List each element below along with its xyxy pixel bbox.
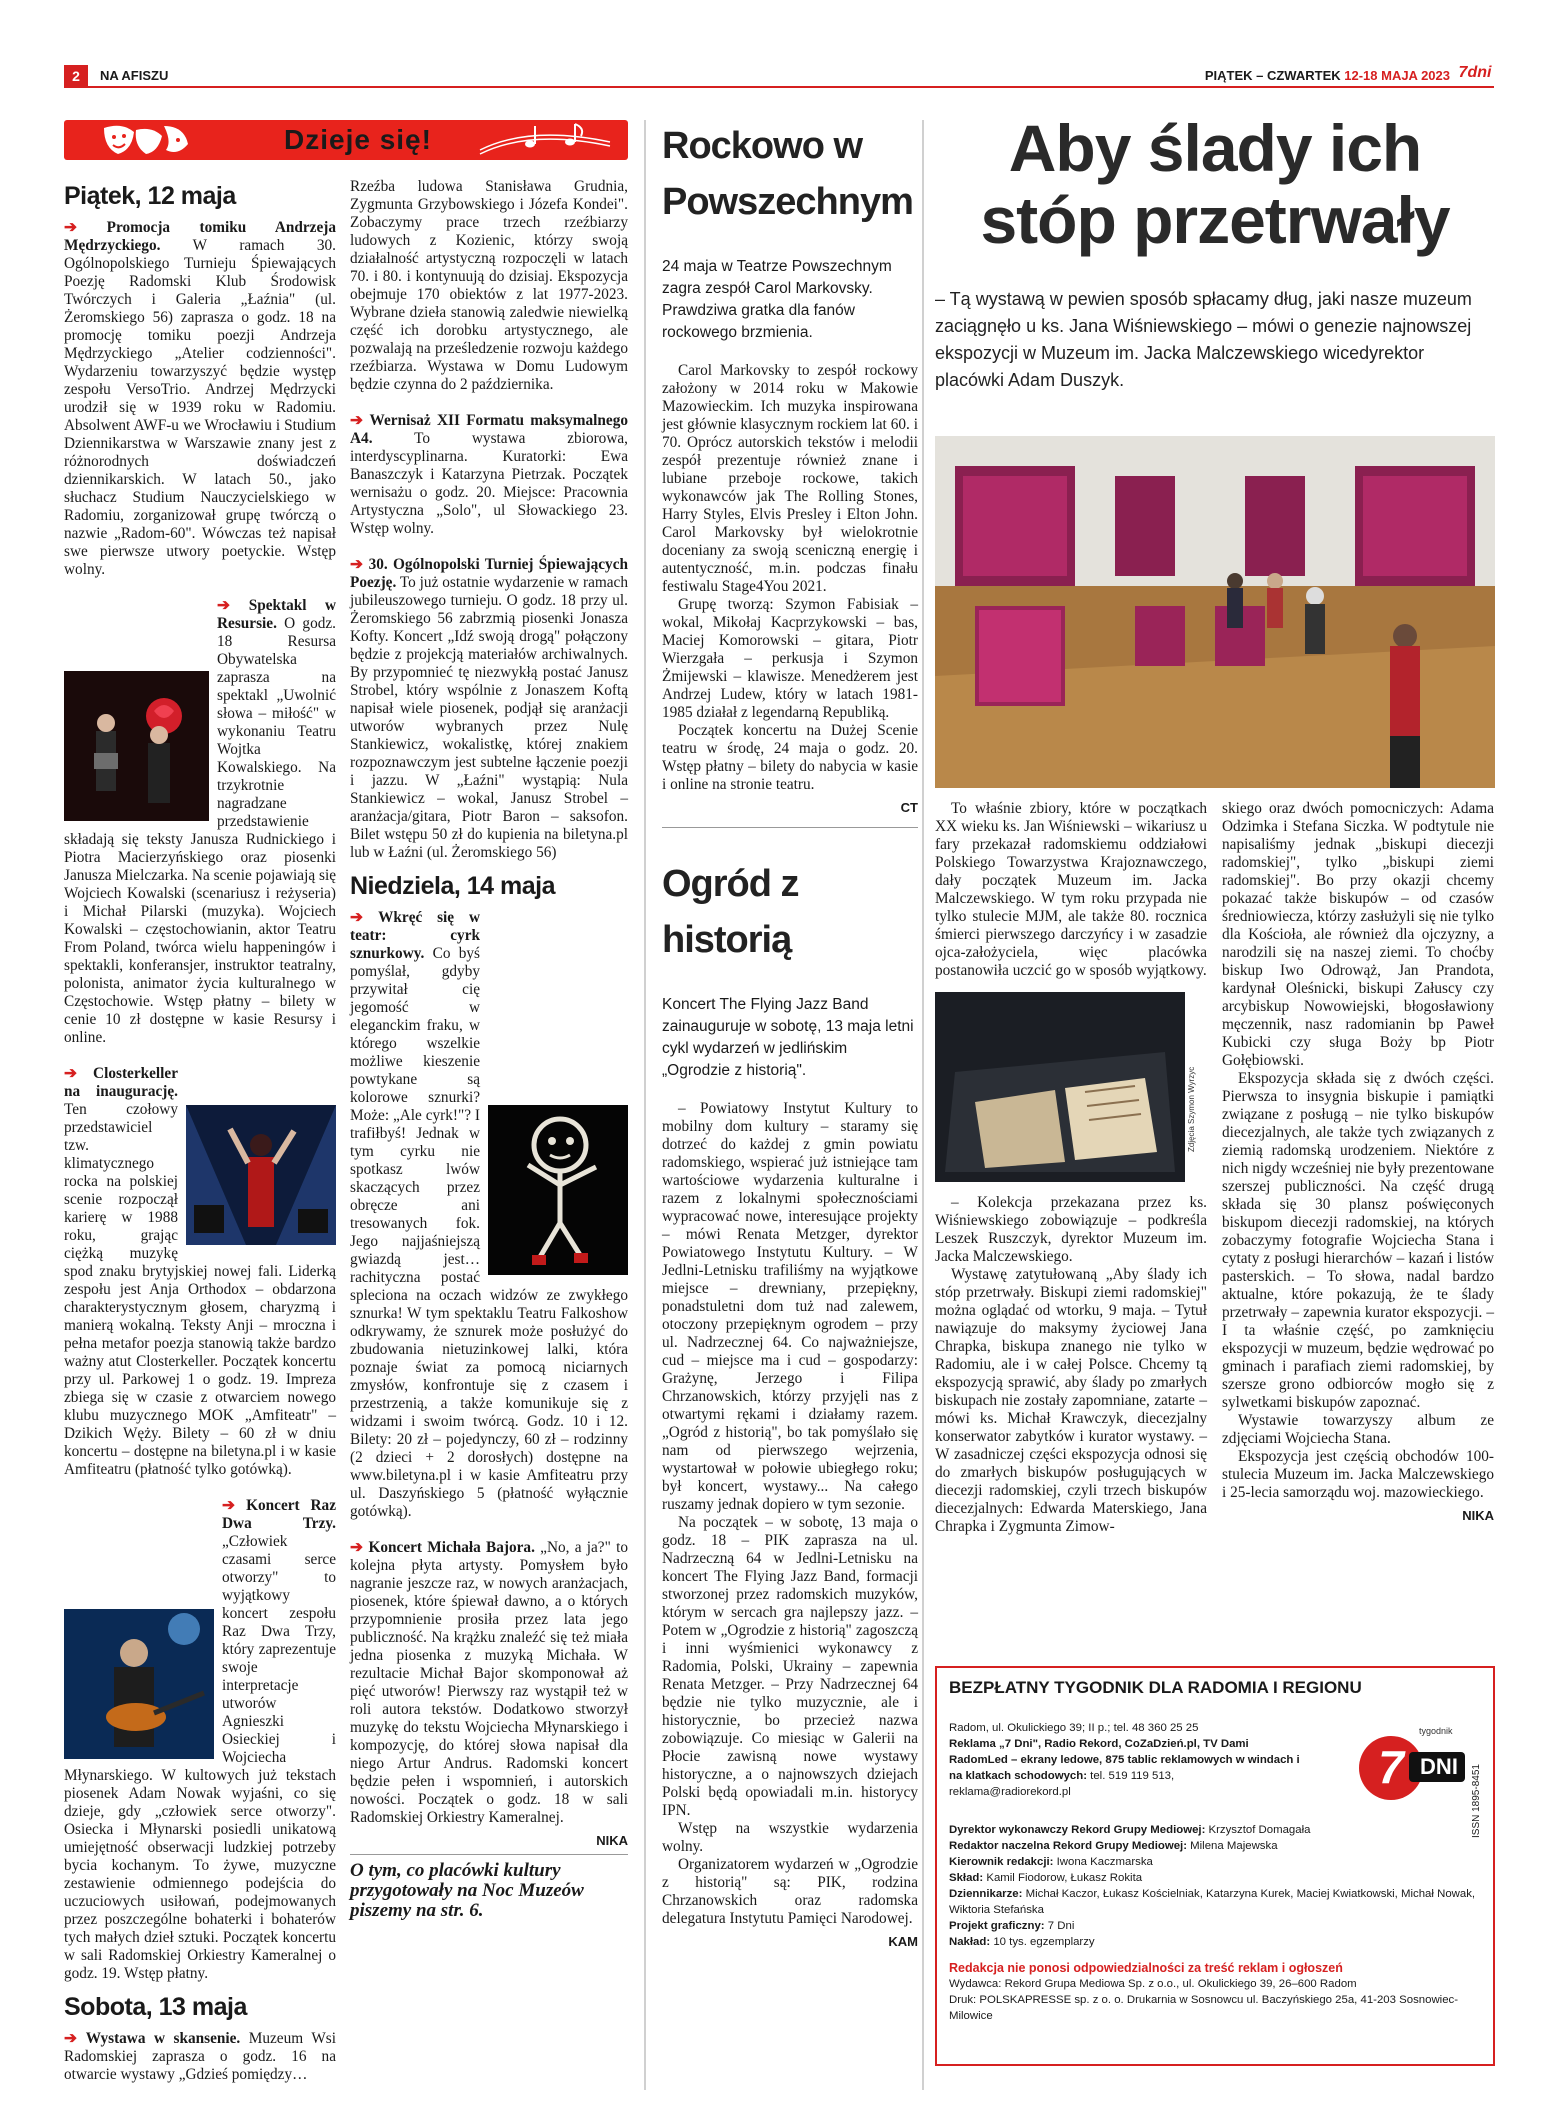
ogrod-para: Organizatorem wydarzeń w „Ogrodzie z historią" są: PIK, rodzina Chrzanowskich oraz radomska delegatura Instytutu Pamięci Narodowej. [662, 1856, 918, 1927]
dzieje-banner [64, 120, 628, 160]
author-signature: NIKA [1462, 1508, 1494, 1523]
museum-artifacts-image [935, 992, 1185, 1182]
music-notes-icon [470, 120, 620, 160]
day-header-saturday: Sobota, 13 maja [64, 1993, 247, 2021]
masthead-print: Druk: POLSKAPRESSE sp. z o. o. Drukarnia w Sosnowcu ul. Baczyńskiego 25a, 41-203 Sosnowiec-Milowice [949, 1994, 1459, 2022]
masthead-contact [949, 1720, 1309, 1800]
rockowo-headline: Rockowo w Powszechnym [662, 125, 913, 223]
rockowo-para: Grupę tworzą: Szymon Fabisiak – wokal, Mikołaj Kacprzykowski – bas, Maciej Komorowski – gitara, Piotr Wierzgała – perkusja i Szymon Żmijewski – klawisze. Menedżerem jest Andrzej Ludew, który w latach 1981-1985 działał z legendarną Republiką. [662, 596, 918, 721]
staff-line: Redaktor naczelna Rekord Grupy Mediowej: Milena Majewska [949, 1840, 1278, 1852]
arrow-icon: ➔ [64, 2030, 86, 2047]
main-para: Wystawę zatytułowaną „Aby ślady ich stóp przetrwały. Biskupi ziemi radomskiej" można oglądać od wtorku, 9 maja. – Tytuł nawiązuje do maksymy życiowej Jana Chrapka, biskupa znanego nie tylko w Radomiu, ale i w całej Polsce. Chcemy tą ekspozycją sprawić, aby ślady po zmarłych biskupach nie zostały zapomniane, zatarte – mówi ks. Michał Krawczyk, diecezjalny konserwator zabytków i kurator wystawy. – W zasadniczej części ekspozycja odnosi się do zmarłych biskupów posługujących w diecezji radomskiej, czyli trzech biskupów diecezjalnych: Edwarda Materskiego, Jana Chrapka i Zygmunta Zimow- [935, 1266, 1207, 1535]
page-header [64, 62, 1494, 88]
event-title: Closterkeller na inaugurację. [64, 1065, 178, 1100]
rockowo-deck: 24 maja w Teatrze Powszechnym zagra zespół Carol Markovsky. Prawdziwa gratka dla fanów rockowego brzmienia. [662, 258, 892, 341]
section-name: NA AFISZU [100, 68, 169, 83]
masthead-disclaimer: Redakcja nie ponosi odpowiedzialności za treść reklam i ogłoszeń [949, 1961, 1343, 1975]
event-bajor [350, 1539, 628, 1827]
page-number: 2 [64, 65, 88, 87]
events-column-2 [350, 178, 628, 1921]
staff-line: Nakład: 10 tys. egzemplarzy [949, 1936, 1095, 1948]
author-signature: NIKA [596, 1833, 628, 1848]
day-header-friday: Piątek, 12 maja [64, 182, 236, 210]
string-puppet-photo [488, 1105, 628, 1275]
stage-performers-image [64, 671, 209, 821]
noc-muzeow-promo: O tym, co placówki kultury przygotowały na Noc Muzeów piszemy na str. 6. [350, 1854, 628, 1921]
main-column-b [1222, 800, 1494, 1523]
main-column-a [935, 800, 1207, 1536]
event-text: „No, a ja?" to kolejna płyta artysty. Pomysłem było nagranie jeszcze raz, w nowych aranżacjach, piosenek, które śpiewał dawno, a o których przypomnienie prosiła przez lata jego publiczność. Na krążku znaleźć się też miała jedna piosenka z muzyką Michała. W rezultacie Michał Bajor skomponował aż pięć utworów! Pierwszy raz wystąpił też w roli autora tekstów. Dodatkowo stworzył muzykę do tekstu Wojciecha Młynarskiego i kompozycję, do której słowa napisał dla niego Artur Andrus. Radomski koncert będzie pełen i wspomnień, i autorskich nowości. Początek o godz. 18 w sali Radomskiej Orkiestry Kameralnej. [350, 1539, 628, 1826]
event-turniej [350, 556, 628, 862]
event-skansen-cont: Rzeźba ludowa Stanisława Grudnia, Zygmunta Grzybowskiego i Józefa Kondei". Zobaczymy prace trzech rzeźbiarzy ludowych z Kozienic, którzy swoją działalność artystyczną rozpoczęli w latach 70. i 80. i kontynuują do dzisiaj. Ekspozycja obejmuje 170 obiektów z lat 1977-2023. Wybrane dzieła stanowią zaledwie niewielką część ich dorobku artystycznego, ale pozwalają na prześledzenie rozwoju każdego rzeźbiarza. Wystawa w Domu Ludowym będzie czynna do 2 października. [350, 178, 628, 393]
event-text: Muzeum Wsi Radomskiej zaprasza o godz. 16 na otwarcie wystawy „Gdzieś pomiędzy… [64, 2030, 336, 2083]
main-para: To właśnie zbiory, które w początkach XX wieku ks. Jan Wiśniewski – wikariusz u fary przekazał radomskiemu oddziałowi Polskiego Towarzystwa Krajoznawczego, dały początek Muzeum im. Jacka Malczewskiego. W tym roku przypada nie tylko stulecie MJM, ale także 80. rocznica śmierci pierwszego darczyńcy i w zasadzie ojca-założyciela, więc placówka postanowiła uczcić go w sposób wyjątkowy. [935, 800, 1207, 979]
staff-line: Dyrektor wykonawczy Rekord Grupy Mediowej: Krzysztof Domagała [949, 1824, 1311, 1836]
ogrod-deck: Koncert The Flying Jazz Band zainauguruje w sobotę, 13 maja letni cykl wydarzeń w jedlińskim „Ogrodzie z historią". [662, 996, 914, 1079]
dzieje-title: Dzieje się! [284, 124, 432, 155]
guitarist-image [64, 1609, 214, 1759]
event-wernisaz [350, 412, 628, 538]
rockowo-para: Carol Markovsky to zespół rockowy założony w 2014 roku w Makowie Mazowieckim. Ich muzyka inspirowana jest głównie klasycznym rockiem lat 60. i 70. Oprócz autorskich tekstów i melodii zespół prezentuje również znane i lubiane przeboje rockowe, takich wykonawców jak The Rolling Stones, Harry Styles, Elvis Presley i Elton John. Carol Markovsky był wielokrotnie doceniany za swoją sceniczną energię i autentyczność, m.in. podczas finału festiwalu Stage4You 2021. [662, 362, 918, 595]
staff-line: Dziennikarze: Michał Kaczor, Łukasz Kościelniak, Katarzyna Kurek, Maciej Kwiatkowski, Michał Nowak, Wiktoria Stefańska [949, 1888, 1476, 1916]
event-title: Koncert Raz Dwa Trzy. [222, 1497, 336, 1532]
event-text: O godz. 18 Resursa Obywatelska zaprasza na spektakl „Uwolnić słowa – miłość" w wykonaniu Teatru Wojtka Kowalskiego. Na trzykrotnie nagradzane przedstawienie składają się teksty Janusza Rudnickiego i Piotra Macierzyńskiego oraz piosenki Janusza Mielczarka. Na scenie pojawiają się Wojciech Kowalski (scenariusz i reżyseria) i Michał Pilarski (muzyka). Wojciech Kowalski – częstochowianin, aktor Teatru From Poland, twórca wielu happeningów i spektakli, konferansjer, instruktor teatralny, polonista, animator życia kulturalnego w Częstochowie. Wstęp płatny – bilety w cenie 10 zł dostępne w kasie Resursy i online. [64, 615, 336, 1046]
issn-number: ISSN 1895-8451 [1471, 1764, 1482, 1838]
arrow-icon: ➔ [222, 1497, 247, 1514]
masthead-email: reklama@radiorekord.pl [949, 1786, 1071, 1798]
author-signature: CT [900, 800, 918, 815]
arrow-icon: ➔ [350, 412, 370, 429]
photo-credit: Zdjęcia Szymon Wyrzyc [1187, 1066, 1196, 1152]
arrow-icon: ➔ [217, 597, 249, 614]
date-prefix: PIĄTEK – CZWARTEK [1204, 68, 1345, 83]
header-logo: 7dni [1458, 64, 1492, 81]
staff-line: Skład: Kamil Fiodorow, Łukasz Rokita [949, 1872, 1143, 1884]
main-para: skiego oraz dwóch pomocniczych: Adama Odzimka i Stefana Siczka. W podtytule nie napisaliśmy jednak „biskupi diecezji radomskiej", tylko „biskupi ziemi radomskiej". Bo przy okazji chcemy pokazać także biskupów – od czasów średniowiecza, którzy zasłużyli się nie tylko dla Kościoła, ale również dla ojczyzny, a narodzili się na naszej ziemi. To choćby biskup Iwo Odrowąż, Jan Prandota, kardynał Oleśnicki, biskupi Załuscy czy arcybiskup Nowowiejski, błogosławiony męczennik, nasz radomianin bp Paweł Kubicki czy sługa Boży bp Piotr Gołębiowski. [1222, 800, 1494, 1069]
event-title: Promocja tomiku Andrzeja Mędrzyckiego. [64, 219, 336, 254]
date-range: 12-18 MAJA 2023 [1344, 68, 1450, 83]
events-column-1 [64, 172, 336, 2084]
main-para: – Kolekcja przekazana przez ks. Wiśniewskiego zobowiązuje – podkreśla Leszek Ruszczyk, dyrektor Muzeum im. Jacka Malczewskiego. [935, 1194, 1207, 1265]
masthead-ads: Reklama „7 Dni", Radio Rekord, CoZaDzień.pl, TV Dami RadomLed – ekrany ledowe, 875 tablic reklamowych w windach i na klatkach schodowych: [949, 1738, 1300, 1782]
event-title: Wkręć się w teatr: cyrk sznurkowy. [350, 909, 480, 962]
artifacts-photo [935, 992, 1196, 1182]
rock-concert-image [186, 1105, 336, 1245]
staff-line: Kierownik redakcji: Iwona Kaczmarska [949, 1856, 1153, 1868]
day-header-sunday: Niedziela, 14 maja [350, 872, 556, 900]
event-title: Koncert Michała Bajora. [368, 1539, 535, 1556]
ogrod-headline: Ogród z historią [662, 863, 799, 961]
event-text: „Człowiek czasami serce otworzy" to wyjątkowy koncert zespołu Raz Dwa Trzy, który zaprezentuje swoje interpretacje utworów Agnieszki Osieckiej i Wojciecha Młynarskiego. W kultowych już tekstach piosenek Adam Nowak wyjaśni, co się dzieje, gdy „człowiek serce otworzy". Osiecka i Młynarski posiedli unikatową umiejętność obserwacji ludzkiej potrzeby bycia kochanym. To żywe, muzyczne zestawienie odmiennego podejścia do uczuciowych usiłowań, podejmowanych przez poszczególne bohaterki i bohaterów tych małych dzieł sztuki. Początek koncertu w sali Radomskiej Orkiestry Kameralnej o godz. 19. Wstęp płatny. [64, 1533, 336, 1982]
main-para: Ekspozycja składa się z dwóch części. Pierwsza to insygnia biskupie i pamiątki związane z posługą – nie tylko biskupów diecezjalnych, ale także tych związanych z ziemią radomską urodzeniem. Niektóre z nich nigdy wcześniej nie były prezentowane szerszej publiczności. Na część drugą składa się 30 plansz poświęconych biskupom diecezji radomskiej, na których zobaczymy fotografie Wojciecha Stana i cytaty z posługi hierarchów – kazań i listów pasterskich. – To słowa, nadal bardzo aktualne, które pokazują, że te ślady przetrwały – zapewnia kurator ekspozycji. – I ta właśnie część, po zamknięciu ekspozycji w muzeum, będzie wędrować po gminach i parafiach ziemi radomskiej, by szersze grono odbiorców mogło się z sylwetkami biskupów zapoznać. [1222, 1070, 1494, 1411]
arrow-icon: ➔ [64, 1065, 94, 1082]
column-divider [922, 120, 924, 2090]
museum-exhibition-image [935, 436, 1495, 788]
closterkeller-photo [186, 1105, 336, 1245]
staff-line: Projekt graficzny: 7 Dni [949, 1920, 1075, 1932]
exhibition-photo [935, 436, 1495, 788]
theatre-masks-icon [84, 120, 224, 160]
ogrod-para: Wstęp na wszystkie wydarzenia wolny. [662, 1820, 918, 1855]
ogrod-para: Na początek – w sobotę, 13 maja o godz. 18 – PIK zaprasza na ul. Nadrzeczną 64 w Jedlni-Letnisku na koncert The Flying Jazz Band, formacji stworzonej przez radomskich muzyków, którym w sercach gra najlepszy jazz. – Potem w „Ogrodzie z historią" zagoszczą i inni wyśmienici wykonawcy z Radomia, Polski, Ukrainy – zapewnia Renata Metzger. – Przy Nadrzecznej 64 będzie nie tylko muzycznie, ale i historycznie, bo przecież nazwa zobowiązuje. Co miesiąc w Galerii na Płocie zawisną nowe wystawy historyczne, a o najnowszych dziejach Polski będą opowiadali m.in. historycy IPN. [662, 1514, 918, 1819]
main-deck: – Tą wystawą w pewien sposób spłacamy dług, jaki nasze muzeum zaciągnęło u ks. Jana Wiśniewskiego – mówi o genezie najnowszej ekspozycji w Muzeum im. Jacka Malczewskiego wicedyrektor placówki Adam Duszyk. [935, 289, 1472, 390]
raz-dwa-trzy-photo [64, 1609, 214, 1759]
masthead-title: BEZPŁATNY TYGODNIK DLA RADOMIA I REGIONU [949, 1678, 1362, 1697]
masthead-address: Radom, ul. Okulickiego 39; II p.; tel. 48 360 25 25 [949, 1722, 1199, 1734]
event-text: W ramach 30. Ogólnopolskiego Turnieju Śpiewających Poezję Radomski Klub Środowisk Twórczych i Galeria „Łaźnia" (ul. Żeromskiego 56) zaprasza o godz. 18 na promocję tomiku poezji Andrzeja Mędrzyckiego „Atelier codzienności". Wydarzeniu towarzyszyć będzie występ zespołu VersoTrio. Andrzej Mędrzycki urodził się w 1939 roku w Radomiu. Absolwent AWF-u we Wrocławiu i Studium Dziennikarstwa w Warszawie znany jest z różnorodnych doświadczeń dziennikarskich. W latach 50., jako słuchacz Studium Nauczycielskiego w Radomiu, zorganizował grupę twórczą o nazwie „Radom-60". Wówczas też napisał swe pierwsze utwory poetyckie. Wstęp wolny. [64, 237, 336, 578]
masthead-staff [949, 1822, 1481, 1950]
logo-text: DNI [1420, 1754, 1458, 1779]
arrow-icon: ➔ [350, 909, 379, 926]
arrow-icon: ➔ [64, 219, 107, 236]
masthead-publisher: Wydawca: Rekord Grupa Mediowa Sp. z o.o., ul. Okulickiego 39, 26–600 Radom [949, 1978, 1357, 1990]
main-para: Ekspozycja jest częścią obchodów 100-stulecia Muzeum im. Jacka Malczewskiego i 25-lecia samorządu woj. mazowieckiego. [1222, 1448, 1494, 1501]
masthead-box [935, 1666, 1495, 2066]
event-title: Wernisaż XII Formatu maksymalnego A4. [350, 412, 628, 447]
author-signature: KAM [888, 1934, 918, 1949]
event-promocja [64, 219, 336, 579]
puppet-image [488, 1105, 628, 1275]
event-spektakl [64, 597, 336, 1047]
logo-number: 7 [1378, 1741, 1404, 1793]
arrow-icon: ➔ [350, 556, 369, 573]
event-title: Spektakl w Resursie. [217, 597, 336, 632]
event-skansen [64, 2030, 336, 2084]
issue-date [1205, 68, 1450, 83]
logo-tagline: tygodnik [1419, 1726, 1453, 1736]
articles-column-3 [662, 118, 918, 1949]
main-headline: Aby ślady ich stóp przetrwały [980, 111, 1450, 257]
event-text: To już ostatnie wydarzenie w ramach jubileuszowego turnieju. O godz. 18 przy ul. Żeromskiego 56 zabrzmią piosenki Jonasza Kofty. Koncert „Idź swoją drogą" połączony będzie z projekcją materiałów archiwalnych. By przypomnieć tę niezwykłą postać Janusz Strobel, który wspólnie z Jonaszem Koftą napisał wiele piosenek, podjął się aranżacji utworów wybranych przez Nulę Stankiewicz, wokalistkę, której znakiem rozpoznawczym jest subtelne łączenie poezji i jazzu. W „Łaźni" wystąpią: Nula Stankiewicz – wokal, Janusz Strobel – aranżacja/gitara, Piotr Baron – saksofon. Bilet wstępu 50 zł do kupienia na biletyna.pl lub w Łaźni (ul. Żeromskiego 56) [350, 574, 628, 861]
ogrod-para: – Powiatowy Instytut Kultury to mobilny dom kultury – staramy się dotrzeć do każdej z gmin powiatu radomskiego, wspierać już istniejące tam wartościowe wydarzenia kulturalne i razem z lokalnymi społecznościami wypracować nowe, interesujące projekty – mówi Renata Metzger, dyrektor Powiatowego Instytutu Kultury. – W Jedlni-Letnisku trafiliśmy na wyjątkowe miejsce – drewniany, przepiękny, ponadstuletni dom tuż nad zalewem, otoczony przepięknym ogrodem – przy ul. Nadrzecznej 64. Co najważniejsze, cud – miejsce ma i cud – gospodarzy: Grażynę, Jerzego i Filipa Chrzanowskich, którzy przyjęli nas z otwartymi rękami i działamy razem. „Ogród z historią", bo tak pomyślało się nam od pierwszego wejrzenia, wystartował w połowie ubiegłego roku; był koncert, wystawy... Na całego ruszamy jednak dopiero w tym sezonie. [662, 1100, 918, 1513]
7dni-logo [1357, 1726, 1467, 1806]
event-title: 30. Ogólnopolski Turniej Śpiewających Poezję. [350, 556, 629, 591]
main-para: Wystawie towarzyszy album ze zdjęciami Wojciecha Stana. [1222, 1412, 1494, 1447]
theatre-photo [64, 671, 209, 821]
rockowo-para: Początek koncertu na Dużej Scenie teatru w środę, 24 maja o godz. 20. Wstęp płatny – bilety do nabycia w kasie i online na stronie teatru. [662, 722, 918, 793]
masthead-ads-tel: tel. 519 119 513, [1087, 1770, 1175, 1782]
event-title: Wystawa w skansenie. [85, 2030, 241, 2047]
column-divider [644, 120, 646, 2090]
event-text: To wystawa zbiorowa, interdyscyplinarna. Kuratorki: Ewa Banaszczyk i Katarzyna Pietrzak. Początek wernisażu o godz. 20. Miejsce: Pracownia Artystyczna „Solo", ul Słowackiego 23. Wstęp wolny. [350, 430, 628, 537]
arrow-icon: ➔ [350, 1539, 369, 1556]
event-text: Ten czołowy przedstawiciel tzw. klimatycznego rocka na polskiej scenie rozpoczął karierę w 1988 roku, grając ciężką muzykę spod znaku brytyjskiej nowej fali. Liderką zespołu jest Anja Orthodox – obdarzona charakterystycznym głosem, charyzmą i manierą wokalną. Teksty Anji – mroczna i pełna metafor poezja stanowią także bardzo ważny atut Closterkeller. Początek koncertu przy ul. Parkowej 1 o godz. 19. Impreza zbiega się w czasie z otwarciem nowego klubu muzycznego MOK „Amfiteatr" – Dzikich Węży. Bilety – 60 zł w dniu koncertu – dostępne na biletyna.pl i w kasie Amfiteatru (płatność tylko gotówką). [64, 1101, 336, 1478]
event-text: Co byś pomyślał, gdyby przywitał cię jegomość w eleganckim fraku, w którego wszelkie możliwe kieszenie powtykane są kolorowe sznurki? Może: „Ale cyrk!"? I trafiłbyś! Jednak w tym cyrku nie spotkasz lwów skaczących przez obręcze ani tresowanych fok. Jego najjaśniejszą gwiazdą jest… rachityczna postać spleciona na oczach widzów ze zwykłego sznurka! W tym spektaklu Teatru Falkoshow odkrywamy, że sznurek może posłużyć do zbudowania nietuzinkowej lalki, która poznaje świat za pomocą niciarnych zmysłów, konfrontuje się z czasem i przestrzenią, a także komunikuje się z widzami i swoim twórcą. Godz. 10 i 12. Bilety: 20 zł – pojedynczy, 60 zł – rodzinny (2 dzieci + 2 dorosłych) dostępne na www.biletyna.pl i w kasie Amfiteatru przy ul. Daszyńskiego 5 (płatność wyłącznie gotówką). [350, 945, 628, 1520]
